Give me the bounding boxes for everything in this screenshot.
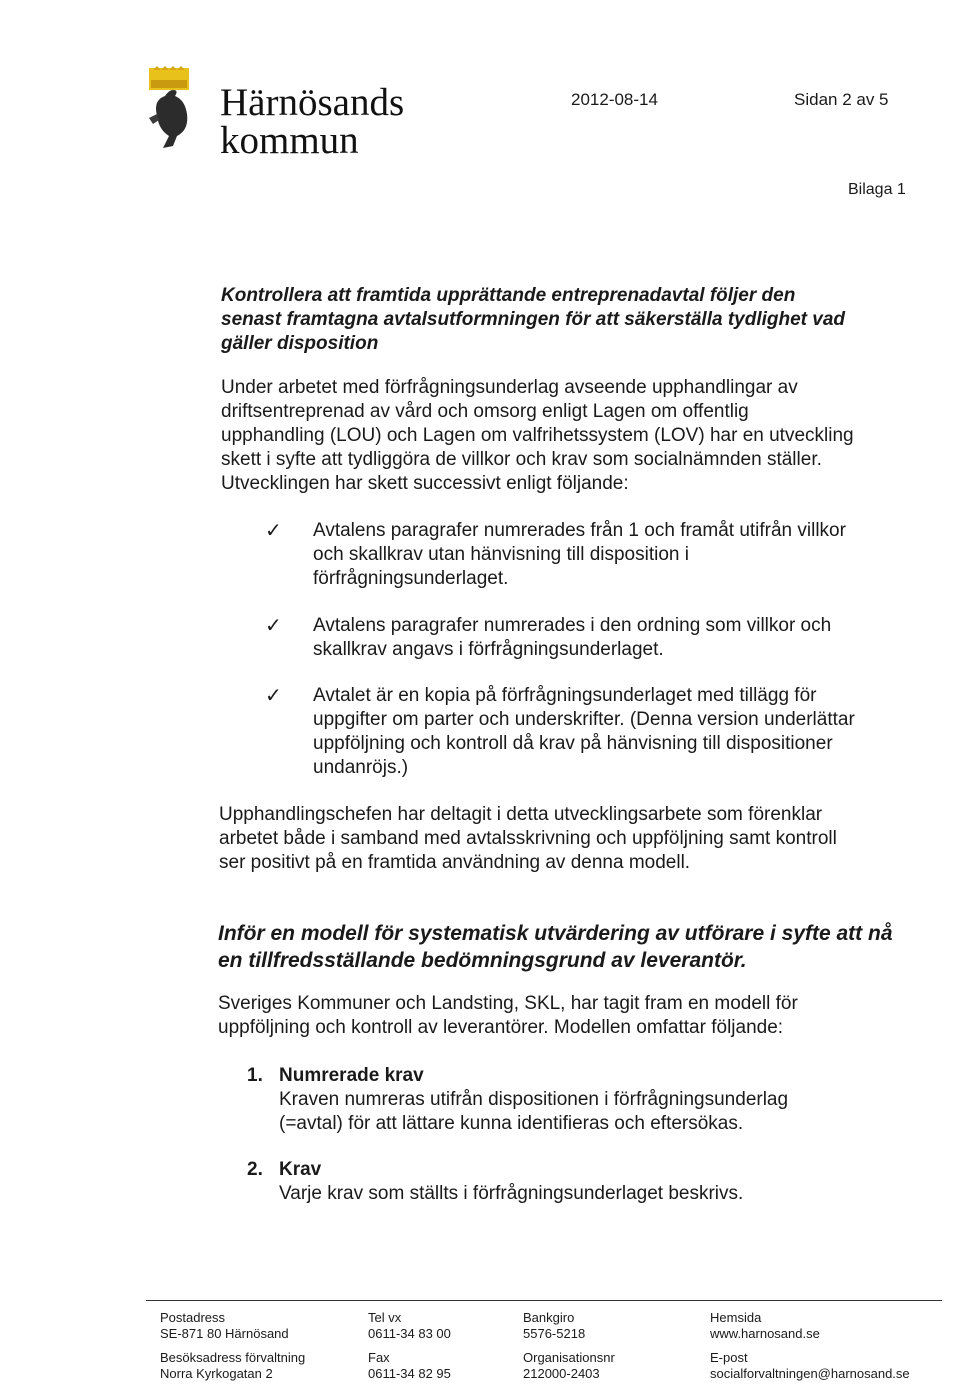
bullet-line: skallkrav angavs i förfrågningsunderlaget. bbox=[313, 639, 664, 660]
logo-beaver-figure bbox=[156, 90, 187, 148]
footer-bankgiro-value: 5576-5218 bbox=[523, 1326, 586, 1341]
footer-visit-label: Besöksadress förvaltning bbox=[160, 1350, 306, 1365]
paragraph-line: skett i syfte att tydliggöra de villkor och krav som socialnämnden ställer. bbox=[221, 449, 822, 470]
checkmark-icon: ✓ bbox=[265, 685, 282, 707]
footer-orgnr-label: Organisationsnr bbox=[523, 1350, 615, 1365]
footer-web-link[interactable]: www.harnosand.se bbox=[710, 1326, 820, 1341]
footer-email-label: E-post bbox=[710, 1350, 748, 1365]
section1-closing-paragraph bbox=[219, 803, 919, 875]
heading-line: gäller disposition bbox=[221, 333, 379, 354]
paragraph-line: ser positivt på en framtida användning av denna modell. bbox=[219, 852, 691, 873]
organization-name bbox=[220, 81, 405, 162]
footer-fax-value: 0611-34 82 95 bbox=[368, 1366, 451, 1381]
section2-heading bbox=[218, 920, 938, 974]
footer-bankgiro-label: Bankgiro bbox=[523, 1310, 575, 1325]
heading-line: Inför en modell för systematisk utvärdering av utförare i syfte att nå bbox=[218, 922, 893, 945]
logo-crown-base bbox=[151, 80, 187, 88]
org-name-line-2: kommun bbox=[220, 119, 359, 162]
checkmark-icon: ✓ bbox=[265, 520, 282, 542]
numbered-item-number: 2. bbox=[247, 1159, 263, 1180]
footer-tel-label: Tel vx bbox=[368, 1310, 402, 1325]
heading-line: senast framtagna avtalsutformningen för att säkerställa tydlighet vad bbox=[221, 309, 846, 330]
paragraph-line: uppföljning och kontroll av leverantörer. Modellen omfattar följande: bbox=[218, 1017, 784, 1038]
numbered-item-title: Krav bbox=[279, 1159, 322, 1180]
footer-orgnr-value: 212000-2403 bbox=[523, 1366, 600, 1381]
paragraph-line: Sveriges Kommuner och Landsting, SKL, har tagit fram en modell för bbox=[218, 993, 798, 1014]
footer-tel-value: 0611-34 83 00 bbox=[368, 1326, 451, 1341]
bullet-line: undanröjs.) bbox=[313, 757, 409, 778]
bullet-line: uppföljning och kontroll då krav på hänvisning till dispositioner bbox=[313, 733, 833, 754]
paragraph-line: Utvecklingen har skett successivt enligt följande: bbox=[221, 473, 629, 494]
bullet-item bbox=[313, 519, 913, 591]
bullet-item bbox=[313, 684, 913, 780]
section1-heading bbox=[221, 284, 921, 356]
numbered-item-title: Numrerade krav bbox=[279, 1065, 424, 1086]
paragraph-line: upphandling (LOU) och Lagen om valfrihetssystem (LOV) har en utveckling bbox=[221, 425, 854, 446]
numbered-item-text bbox=[279, 1088, 879, 1136]
checkmark-icon: ✓ bbox=[265, 615, 282, 637]
attachment-label: Bilaga 1 bbox=[848, 181, 906, 198]
bullet-line: och skallkrav utan hänvisning till disposition i bbox=[313, 544, 689, 565]
item-line: Kraven numreras utifrån dispositionen i förfrågningsunderlag bbox=[279, 1089, 789, 1110]
paragraph-line: Upphandlingschefen har deltagit i detta utvecklingsarbete som förenklar bbox=[219, 804, 823, 825]
numbered-item-text bbox=[279, 1182, 879, 1206]
item-line: Varje krav som ställts i förfrågningsunderlaget beskrivs. bbox=[279, 1183, 744, 1204]
page-number: Sidan 2 av 5 bbox=[794, 90, 889, 109]
municipality-coat-of-arms-logo bbox=[143, 66, 203, 152]
heading-line: en tillfredsställande bedömningsgrund av leverantör. bbox=[218, 949, 747, 972]
bullet-line: förfrågningsunderlaget. bbox=[313, 568, 509, 589]
footer-divider bbox=[146, 1300, 942, 1301]
footer-postal-label: Postadress bbox=[160, 1310, 226, 1325]
section1-intro-paragraph bbox=[221, 376, 921, 496]
footer-visit-value: Norra Kyrkogatan 2 bbox=[160, 1366, 273, 1381]
bullet-line: uppgifter om parter och underskrifter. (Denna version underlättar bbox=[313, 709, 855, 730]
footer-fax-label: Fax bbox=[368, 1350, 390, 1365]
item-line: (=avtal) för att lättare kunna identifieras och eftersökas. bbox=[279, 1113, 744, 1134]
org-name-line-1: Härnösands bbox=[220, 81, 405, 124]
paragraph-line: driftsentreprenad av vård och omsorg enligt Lagen om offentlig bbox=[221, 401, 749, 422]
bullet-line: Avtalens paragrafer numrerades från 1 och framåt utifrån villkor bbox=[313, 520, 846, 541]
document-date: 2012-08-14 bbox=[571, 90, 658, 109]
footer-email-link[interactable]: socialforvaltningen@harnosand.se bbox=[710, 1366, 910, 1381]
heading-line: Kontrollera att framtida upprättande entreprenadavtal följer den bbox=[221, 285, 796, 306]
bullet-line: Avtalet är en kopia på förfrågningsunderlaget med tillägg för bbox=[313, 685, 817, 706]
numbered-item-number: 1. bbox=[247, 1065, 263, 1086]
bullet-line: Avtalens paragrafer numrerades i den ordning som villkor och bbox=[313, 615, 832, 636]
logo-beaver-paw bbox=[149, 114, 159, 124]
bullet-item bbox=[313, 614, 913, 662]
section2-intro-paragraph bbox=[218, 992, 918, 1040]
paragraph-line: arbetet både i samband med avtalsskrivning och uppföljning samt kontroll bbox=[219, 828, 837, 849]
footer-web-label: Hemsida bbox=[710, 1310, 762, 1325]
paragraph-line: Under arbetet med förfrågningsunderlag avseende upphandlingar av bbox=[221, 377, 798, 398]
footer-postal-value: SE-871 80 Härnösand bbox=[160, 1326, 289, 1341]
